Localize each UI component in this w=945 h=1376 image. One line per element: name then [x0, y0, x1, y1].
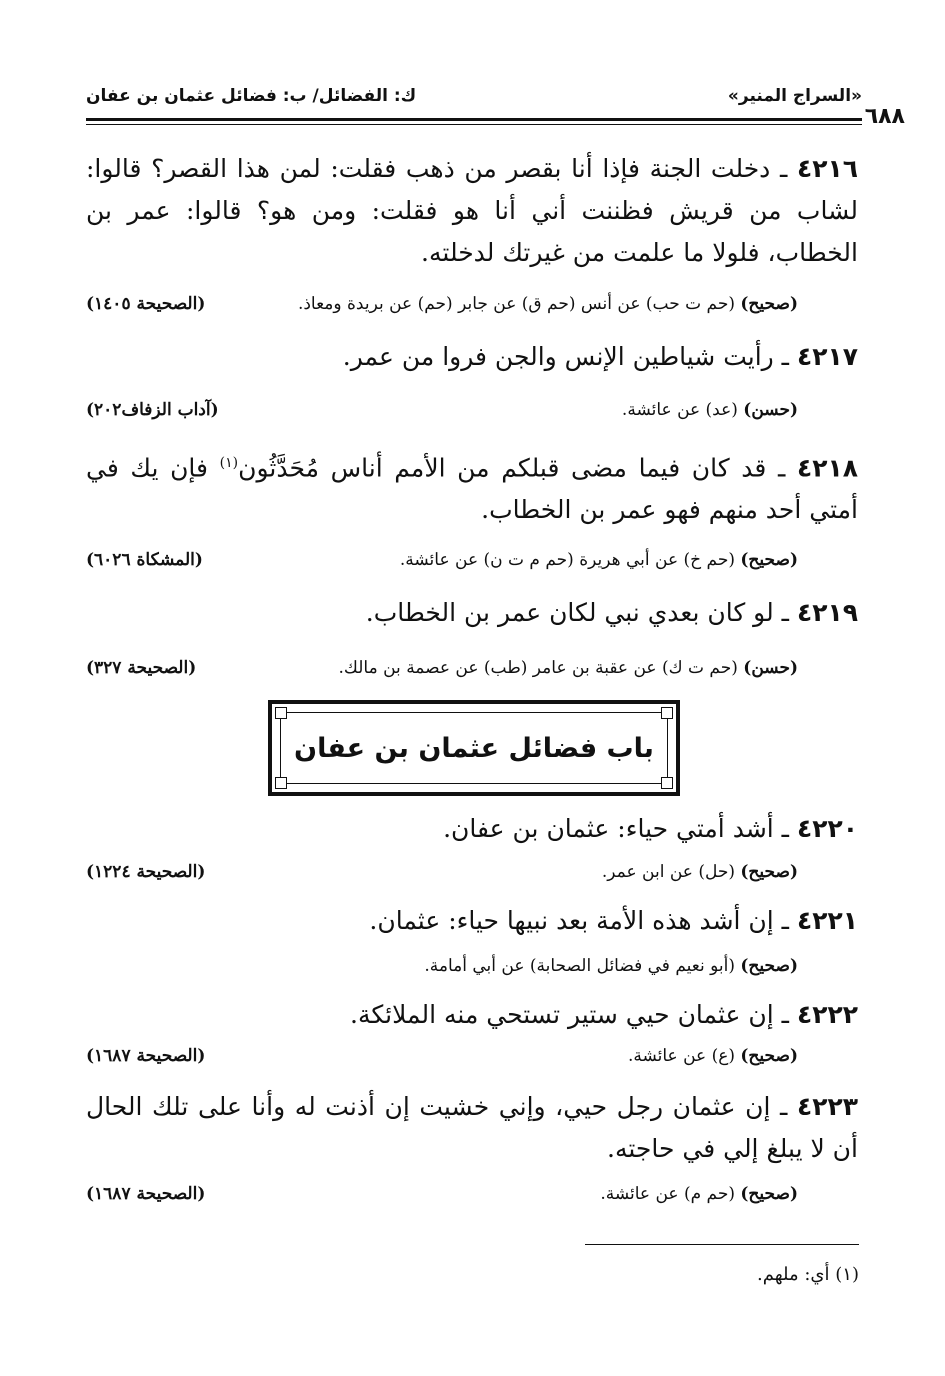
hadith-grade: (حسن)	[743, 400, 798, 420]
hadith-reference: (الصحيحة ١٢٢٤)	[86, 862, 206, 882]
hadith-body: لو كان بعدي نبي لكان عمر بن الخطاب.	[365, 598, 774, 627]
bab-title: باب فضائل عثمان بن عفان	[294, 732, 654, 764]
hadith-source	[86, 1180, 798, 1208]
hadith-source	[86, 290, 798, 318]
hadith-number: ٤٢٢٣	[796, 1092, 858, 1121]
separator: ـ	[781, 1000, 789, 1029]
hadith-narrators: (ع) عن عائشة.	[627, 1046, 735, 1066]
hadith-reference: (الصحيحة ١٦٨٧)	[86, 1046, 206, 1066]
hadith-number: ٤٢١٩	[796, 598, 858, 627]
hadith-narrators: (حم م) عن عائشة.	[600, 1184, 735, 1204]
hadith-text	[86, 148, 858, 274]
frame-corner-ornament	[275, 777, 287, 789]
footnote-rule	[585, 1244, 859, 1245]
hadith-narrators: (عد) عن عائشة.	[621, 400, 738, 420]
hadith-text	[86, 442, 858, 531]
hadith-grade: (صحيح)	[740, 956, 798, 976]
hadith-narrators: (أبو نعيم في فضائل الصحابة) عن أبي أمامة.	[424, 956, 735, 976]
hadith-body: قد كان فيما مضى قبلكم من الأمم أناس مُحَدَّثُون	[238, 453, 767, 483]
hadith-grade: (صحيح)	[740, 862, 798, 882]
hadith-number: ٤٢٢٢	[796, 1000, 858, 1029]
hadith-grade: (صحيح)	[740, 550, 798, 570]
hadith-number: ٤٢٢١	[796, 906, 858, 935]
hadith-number: ٤٢١٦	[796, 154, 859, 183]
bab-heading-frame	[268, 700, 680, 796]
hadith-body: أشد أمتي حياء: عثمان بن عفان.	[443, 814, 774, 843]
separator: ـ	[780, 1092, 788, 1121]
separator: ـ	[778, 453, 786, 483]
hadith-reference: (آداب الزفاف٢٠٢)	[86, 400, 219, 420]
hadith-narrators: (حل) عن ابن عمر.	[601, 862, 735, 882]
hadith-narrators: (حم خ) عن أبي هريرة (حم م ت ن) عن عائشة.	[399, 550, 735, 570]
header-rule-thin	[86, 124, 862, 125]
page-header	[86, 86, 862, 116]
hadith-source	[86, 396, 798, 424]
hadith-body: إن عثمان رجل حيي، وإني خشيت إن أذنت له وأنا على تلك الحال أن لا يبلغ إلي في حاجته.	[86, 1092, 858, 1163]
hadith-grade: (صحيح)	[740, 1184, 798, 1204]
hadith-grade: (صحيح)	[740, 1046, 798, 1066]
hadith-narrators: (حم ت ك) عن عقبة بن عامر (طب) عن عصمة بن مالك.	[338, 658, 738, 678]
separator: ـ	[779, 154, 788, 183]
header-rule-thick	[86, 118, 862, 121]
hadith-grade: (صحيح)	[740, 294, 798, 314]
footnote-number: (١)	[835, 1264, 859, 1285]
hadith-source	[86, 546, 798, 574]
hadith-reference: (المشكاة ٦٠٢٦)	[86, 550, 203, 570]
separator: ـ	[781, 598, 789, 627]
footnote-marker[interactable]: (١)	[219, 455, 239, 471]
hadith-text	[86, 1086, 858, 1170]
hadith-text	[86, 336, 858, 378]
hadith-body: دخلت الجنة فإذا أنا بقصر من ذهب فقلت: لمن هذا القصر؟ قالوا: لشاب من قريش فظننت أني أنا هو فقلت: ومن هو؟ قالوا: عمر بن الخطاب، فلولا ما علمت من غيرتك لدخلته.	[86, 154, 858, 267]
chapter-title: ك: الفضائل/ ب: فضائل عثمان بن عفان	[86, 86, 417, 106]
hadith-text	[86, 900, 858, 942]
hadith-number: ٤٢٢٠	[796, 814, 858, 843]
footnote	[757, 1264, 859, 1285]
separator: ـ	[781, 906, 789, 935]
footnote-text: أي: ملهم.	[757, 1264, 830, 1285]
hadith-body-continued: فإن يك في أمتي أحد منهم فهو عمر بن الخطاب.	[86, 453, 858, 525]
frame-corner-ornament	[661, 777, 673, 789]
hadith-text	[86, 592, 858, 634]
hadith-body: رأيت شياطين الإنس والجن فروا من عمر.	[342, 342, 774, 371]
hadith-source	[86, 858, 798, 886]
hadith-source	[86, 952, 798, 980]
hadith-text	[86, 994, 858, 1036]
hadith-reference: (الصحيحة ١٦٨٧)	[86, 1184, 206, 1204]
separator: ـ	[781, 342, 789, 371]
hadith-number: ٤٢١٨	[796, 453, 859, 483]
frame-corner-ornament	[275, 707, 287, 719]
book-title: «السراج المنير»	[727, 86, 862, 106]
hadith-number: ٤٢١٧	[796, 342, 858, 371]
separator: ـ	[781, 814, 789, 843]
hadith-source	[86, 1042, 798, 1070]
frame-corner-ornament	[661, 707, 673, 719]
hadith-text	[86, 808, 858, 850]
hadith-body: إن أشد هذه الأمة بعد نبيها حياء: عثمان.	[369, 906, 774, 935]
page-number: ٦٨٨	[864, 104, 905, 129]
hadith-reference: (الصحيحة ٣٢٧)	[86, 658, 197, 678]
hadith-source	[86, 654, 798, 682]
bab-heading-inner-frame	[280, 712, 668, 784]
hadith-body: إن عثمان حيي ستير تستحي منه الملائكة.	[350, 1000, 774, 1029]
hadith-grade: (حسن)	[743, 658, 798, 678]
hadith-narrators: (حم ت حب) عن أنس (حم ق) عن جابر (حم) عن بريدة ومعاذ.	[297, 294, 735, 314]
hadith-reference: (الصحيحة ١٤٠٥)	[86, 294, 206, 314]
